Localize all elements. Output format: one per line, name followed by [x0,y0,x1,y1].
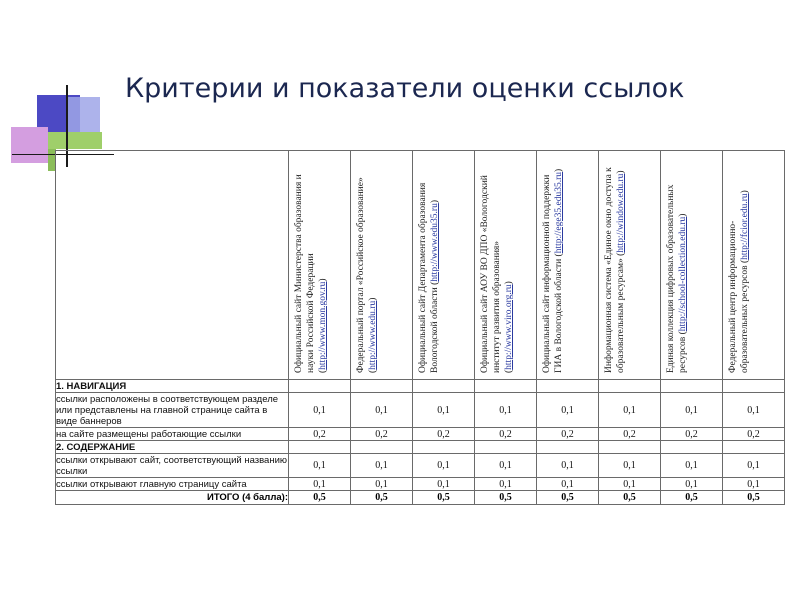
total-cell: 0,5 [289,491,351,505]
column-header: Единая коллекция цифровых образовательных ресурсов (http://school-collection.edu.ru) [661,151,723,380]
section-title: 1. НАВИГАЦИЯ [56,380,289,393]
total-cell: 0,5 [475,491,537,505]
criterion-label: ссылки открывают главную страницу сайта [56,478,289,491]
score-cell: 0,2 [599,428,661,441]
header-corner-cell [56,151,289,380]
table-row [56,393,785,428]
total-cell: 0,5 [537,491,599,505]
score-cell: 0,2 [413,428,475,441]
score-cell: 0,2 [289,428,351,441]
score-cell: 0,2 [537,428,599,441]
score-cell: 0,1 [723,478,785,491]
column-header-text: Федеральный портал «Российское образование» [355,177,366,373]
score-cell: 0,1 [723,393,785,428]
column-header-link[interactable]: http://school-collection.edu.ru [677,216,688,332]
score-cell: 0,2 [475,428,537,441]
total-cell: 0,5 [661,491,723,505]
decor-square-green [48,132,102,149]
column-header: Информационная система «Единое окно доступа к образовательным ресурсам» (http://window.edu.ru) [599,151,661,380]
score-cell: 0,1 [723,454,785,478]
score-cell: 0,1 [413,454,475,478]
column-header-link[interactable]: http://fcior.edu.ru [739,193,750,260]
score-cell: 0,1 [289,454,351,478]
score-cell: 0,1 [351,393,413,428]
score-cell: 0,1 [661,478,723,491]
score-cell: 0,1 [475,454,537,478]
total-cell: 0,5 [599,491,661,505]
score-cell: 0,1 [537,454,599,478]
column-header-text: Единая коллекция цифровых образовательных ресурсов [665,184,688,373]
criterion-label: на сайте размещены работающие ссылки [56,428,289,441]
score-cell: 0,1 [413,478,475,491]
score-cell: 0,1 [599,454,661,478]
slide-title: Критерии и показатели оценки ссылок [125,73,685,104]
score-cell: 0,1 [351,478,413,491]
section-row [56,380,785,393]
score-cell: 0,1 [599,393,661,428]
column-header-link[interactable]: http://ege35.edu35.ru [553,172,564,254]
column-header-link[interactable]: http://www.edu35.ru [429,203,440,282]
column-header: Федеральный портал «Российское образование» (http://www.edu.ru) [351,151,413,380]
section-title: 2. СОДЕРЖАНИЕ [56,441,289,454]
score-cell: 0,2 [661,428,723,441]
table-row [56,478,785,491]
column-header: Официальный сайт Министерства образования и науки Российской Федерации (http://www.mon.gov.ru) [289,151,351,380]
total-row [56,491,785,505]
score-cell: 0,1 [475,478,537,491]
score-cell: 0,1 [599,478,661,491]
score-cell: 0,1 [475,393,537,428]
column-header-text: Официальный сайт информационной поддержки ГИА в Вологодской области [541,174,564,373]
total-label: ИТОГО (4 балла): [56,491,289,505]
decor-square-lightblue [66,97,100,133]
column-header: Официальный сайт информационной поддержки ГИА в Вологодской области (http://ege35.edu35.ru) [537,151,599,380]
decor-square-pink [11,127,48,163]
total-cell: 0,5 [723,491,785,505]
table-row [56,454,785,478]
score-cell: 0,1 [351,454,413,478]
column-header-link[interactable]: http://window.edu.ru [615,173,626,253]
column-header-text: Информационная система «Единое окно доступа к образовательным ресурсам» [603,167,626,373]
score-cell: 0,1 [537,478,599,491]
total-cell: 0,5 [413,491,475,505]
column-header-link[interactable]: http://www.viro.org.ru [503,284,514,370]
column-header-link[interactable]: http://www.mon.gov.ru [317,281,328,370]
table-row [56,428,785,441]
criteria-table [55,150,785,505]
score-cell: 0,1 [289,478,351,491]
score-cell: 0,1 [537,393,599,428]
total-cell: 0,5 [351,491,413,505]
column-header-text: Официальный сайт Департамента образования Вологодской области [417,182,440,373]
column-header: Официальный сайт АОУ ВО ДПО «Вологодский институт развития образования» (http://www.viro.org.ru) [475,151,537,380]
column-header: Федеральный центр информационно-образовательных ресурсов (http://fcior.edu.ru) [723,151,785,380]
score-cell: 0,2 [351,428,413,441]
score-cell: 0,1 [413,393,475,428]
section-row [56,441,785,454]
score-cell: 0,1 [661,393,723,428]
column-header-link[interactable]: http://www.edu.ru [367,300,378,370]
column-header-text: Официальный сайт Министерства образования и науки Российской Федерации [293,174,316,373]
column-header-text: Федеральный центр информационно-образовательных ресурсов [727,220,750,373]
score-cell: 0,1 [661,454,723,478]
score-cell: 0,1 [289,393,351,428]
criterion-label: ссылки открывают сайт, соответствующий названию ссылки [56,454,287,477]
criterion-label: ссылки расположены в соответствующем разделе или представлены на главной странице сайта в виде баннеров [56,393,289,428]
score-cell: 0,2 [723,428,785,441]
header-row [56,151,785,380]
column-header-text: Официальный сайт АОУ ВО ДПО «Вологодский институт развития образования» [479,175,502,373]
column-header: Официальный сайт Департамента образования Вологодской области (http://www.edu35.ru) [413,151,475,380]
